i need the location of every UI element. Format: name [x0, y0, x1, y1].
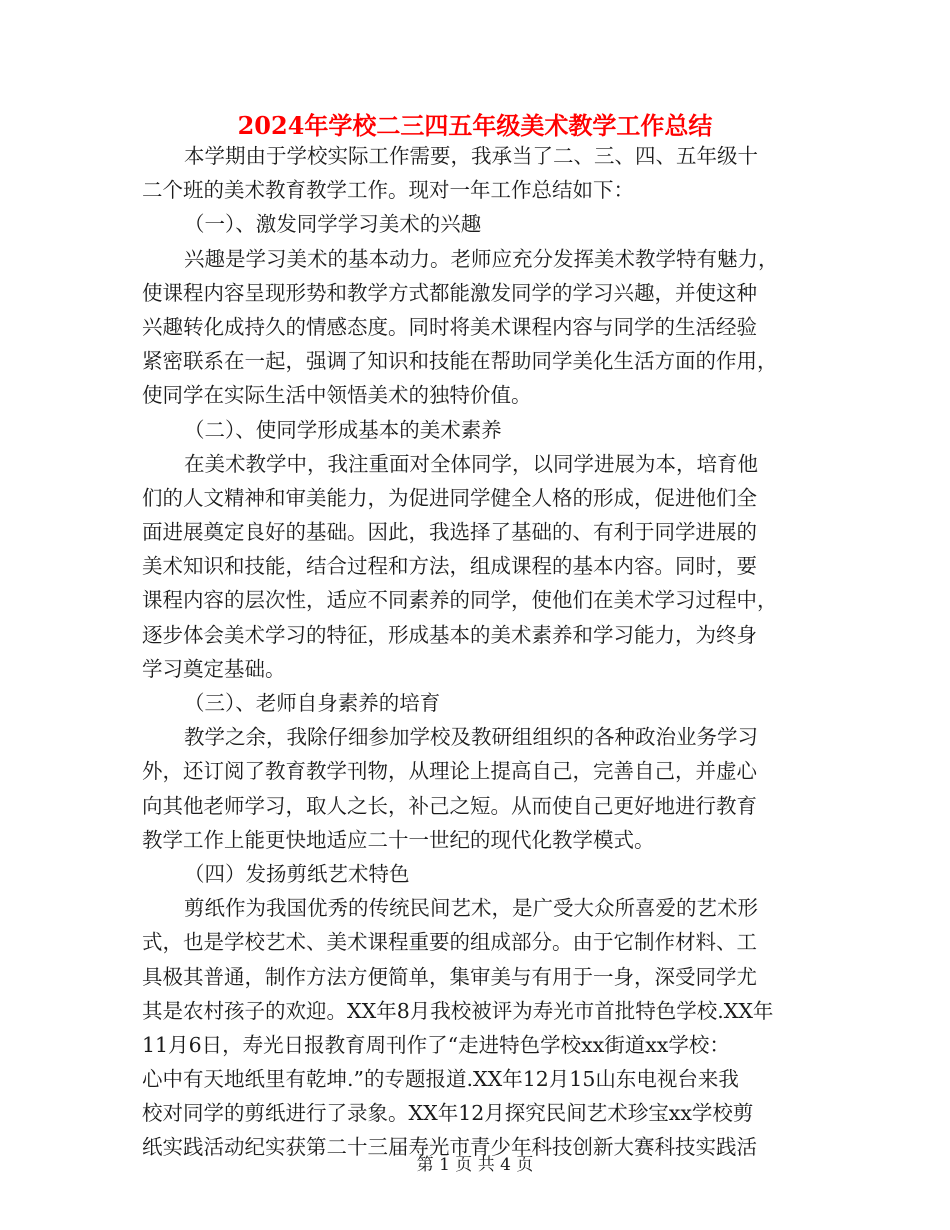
section-heading: （一）、激发同学学习美术的兴趣 — [184, 212, 482, 237]
paragraph-line: 课程内容的层次性，适应不同素养的同学，使他们在美术学习过程中， — [142, 588, 778, 613]
paragraph-line: 面进展奠定良好的基础。因此，我选择了基础的、有利于同学进展的 — [142, 520, 757, 545]
paragraph-line: 纸实践活动纪实获第二十三届寿光市青少年科技创新大赛科技实践活 — [142, 1135, 757, 1160]
paragraph-line: 兴趣转化成持久的情感态度。同时将美术课程内容与同学的生活经验 — [142, 314, 757, 339]
paragraph-line: 校对同学的剪纸进行了录象。XX年12月探究民间艺术珍宝xx学校剪 — [142, 1101, 754, 1126]
paragraph-line: 使课程内容呈现形势和教学方式都能激发同学的学习兴趣，并使这种 — [142, 280, 757, 305]
page-number-footer: 第 1 页 共 4 页 — [416, 1155, 534, 1175]
paragraph-line: 们的人文精神和审美能力，为促进同学健全人格的形成，促进他们全 — [142, 485, 757, 510]
paragraph-line: 向其他老师学习，取人之长，补己之短。从而使自己更好地进行教育 — [142, 793, 757, 818]
document-body — [142, 139, 812, 1165]
paragraph-line: 教学工作上能更快地适应二十一世纪的现代化教学模式。 — [142, 827, 655, 852]
section-heading: （三）、老师自身素养的培育 — [184, 691, 441, 715]
paragraph-line: 使同学在实际生活中领悟美术的独特价值。 — [142, 383, 532, 408]
paragraph-line: 教学之余，我除仔细参加学校及教研组组织的各种政治业务学习 — [184, 725, 758, 750]
paragraph-line: 外，还订阅了教育教学刊物，从理论上提高自己，完善自己，并虚心 — [142, 759, 757, 784]
paragraph-line: 在美术教学中，我注重面对全体同学，以同学进展为本，培育他 — [184, 451, 758, 476]
paragraph-line: 本学期由于学校实际工作需要，我承当了二、三、四、五年级十 — [184, 144, 758, 168]
paragraph-line: 具极其普通，制作方法方便简单，集审美与有用于一身，深受同学尤 — [142, 964, 757, 989]
paragraph-line: 二个班的美术教育教学工作。现对一年工作总结如下： — [142, 178, 634, 203]
paragraph-line: 式，也是学校艺术、美术课程重要的组成部分。由于它制作材料、工 — [142, 930, 757, 955]
paragraph-line: 美术知识和技能，结合过程和方法，组成课程的基本内容。同时，要 — [142, 554, 757, 579]
paragraph-line: 11月6日，寿光日报教育周刊作了“走进特色学校xx街道xx学校： — [142, 1032, 730, 1057]
paragraph-line: 兴趣是学习美术的基本动力。老师应充分发挥美术教学特有魅力， — [184, 246, 779, 271]
paragraph-line: 逐步体会美术学习的特征，形成基本的美术素养和学习能力，为终身 — [142, 622, 757, 647]
paragraph-line: 紧密联系在一起，强调了知识和技能在帮助同学美化生活方面的作用， — [142, 349, 778, 374]
paragraph-line: 学习奠定基础。 — [142, 656, 286, 681]
section-heading: （二）、使同学形成基本的美术素养 — [184, 417, 502, 442]
section-heading: （四）发扬剪纸艺术特色 — [184, 861, 410, 886]
paragraph-line: 其是农村孩子的欢迎。XX年8月我校被评为寿光市首批特色学校.XX年 — [142, 998, 774, 1023]
document-title: 2024年学校二三四五年级美术教学工作总结 — [237, 111, 713, 140]
paragraph-line: 心中有天地纸里有乾坤.”的专题报道.XX年12月15山东电视台来我 — [142, 1067, 739, 1092]
paragraph-line: 剪纸作为我国优秀的传统民间艺术，是广受大众所喜爱的艺术形 — [184, 896, 758, 921]
